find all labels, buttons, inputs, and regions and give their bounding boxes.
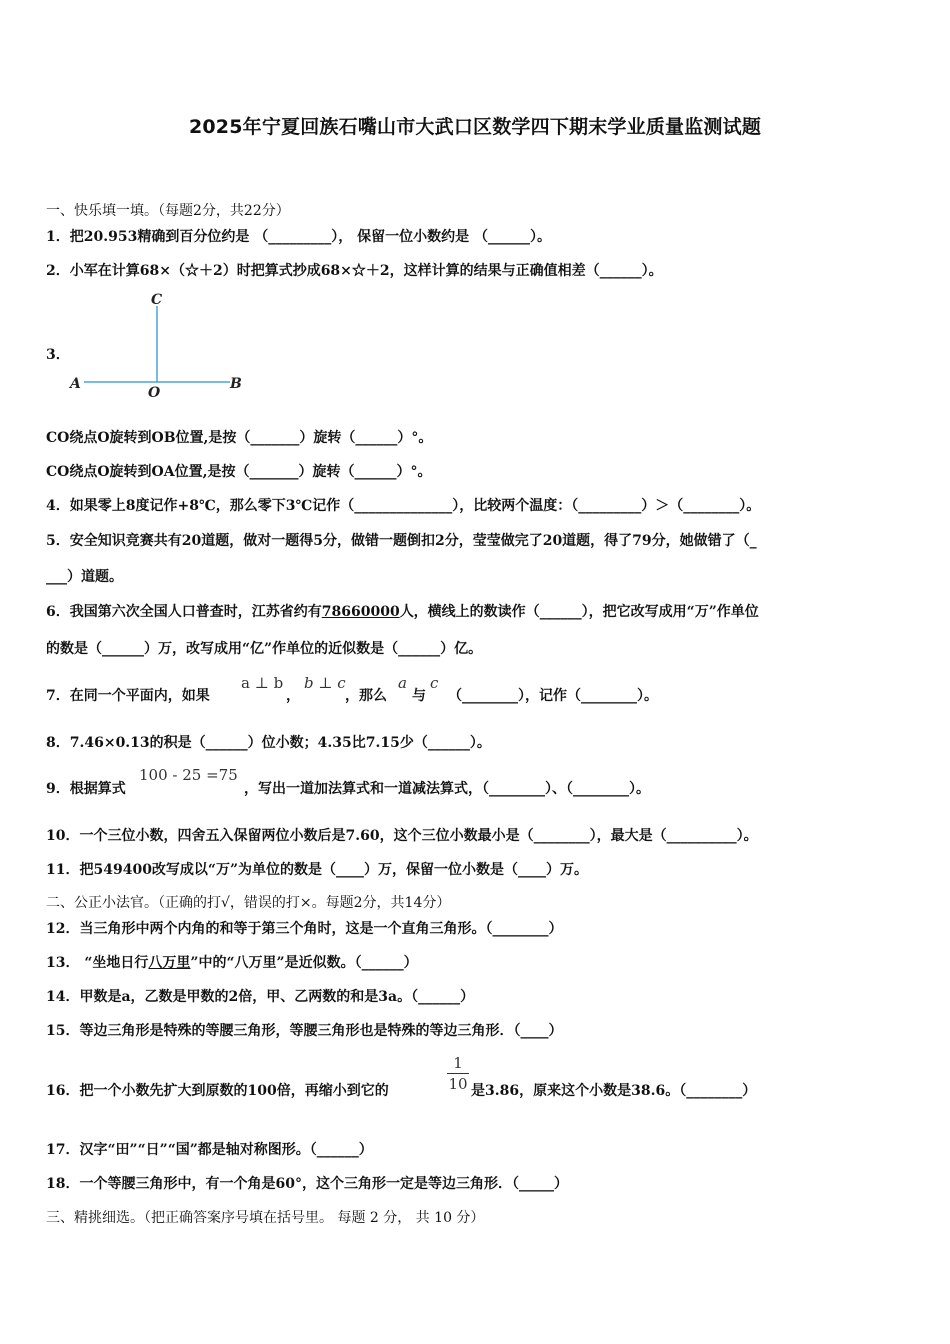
page-title: 2025年宁夏回族石嘴山市大武口区数学四下期末学业质量监测试题 [188,116,762,138]
q7-var-c: c [430,674,439,692]
q7-math-b-perp-c: b ⊥ c [304,674,346,692]
question-9-prefix: 9．根据算式 [46,781,126,797]
question-2: 2．小军在计算68×（☆＋2）时把算式抄成68×☆＋2，这样计算的结果与正确值相差（______）。 [46,263,663,279]
question-12: 12．当三角形中两个内角的和等于第三个角时，这是一个直角三角形。（________） [46,921,563,937]
question-6-line-1 [46,602,759,622]
question-5-line-1: 5．安全知识竞赛共有20道题，做对一题得5分，做错一题倒扣2分，莹莹做完了20道题，得了79分，她做错了（_ [46,533,757,549]
question-16-suffix: 是3.86，原来这个小数是38.6。（________） [471,1083,757,1099]
question-3b: CO绕点O旋转到OA位置,是按（_______）旋转（______）°。 [46,464,432,480]
q16-fraction [447,1054,469,1093]
question-11: 11．把549400改写成以“万”为单位的数是（____）万，保留一位小数是（____）万。 [46,862,589,878]
q7-math-a-perp-b: a ⊥ b [241,674,284,692]
q6-population: 78660000 [321,604,400,620]
label-c: C [151,292,163,308]
question-8: 8．7.46×0.13的积是（______）位小数；4.35比7.15少（______）。 [46,735,491,751]
q16-denominator: 10 [448,1075,468,1093]
question-7-prefix: 7．在同一个平面内，如果 [46,688,210,704]
section-3-heading: 三、精挑细选。（把正确答案序号填在括号里。 每题 2 分， 共 10 分） [46,1210,485,1226]
question-18: 18．一个等腰三角形中，有一个角是60°，这个三角形一定是等边三角形．（_____） [46,1176,568,1192]
label-o: O [148,385,161,401]
question-14: 14．甲数是a，乙数是甲数的2倍，甲、乙两数的和是3a。（______） [46,989,475,1005]
question-13 [46,953,418,973]
section-2-heading: 二、公正小法官。（正确的打√，错误的打×。每题2分，共14分） [46,895,451,911]
q7-and: 与 [412,688,426,704]
q13-prefix: 13． “坐地日行 [46,955,149,971]
label-b: B [230,376,242,392]
label-a: A [70,376,81,392]
question-4: 4．如果零上8度记作+8℃，那么零下3℃记作（______________），比较两个温度：（_________）＞（________）。 [46,498,761,514]
q6-prefix: 6．我国第六次全国人口普查时，江苏省约有 [46,604,322,620]
q13-underlined: 八万里 [148,955,191,971]
q9-suffix: ，写出一道加法算式和一道减法算式，（________）、（________）。 [244,781,650,797]
q13-suffix: ”中的“八万里”是近似数。（______） [190,955,418,971]
question-3-number: 3． [46,347,70,363]
question-5-line-2: ___）道题。 [46,569,123,585]
question-3a: CO绕点O旋转到OB位置,是按（_______）旋转（______）°。 [46,430,433,446]
q7-var-a: a [398,674,407,692]
question-17: 17．汉字“田”“日”“国”都是轴对称图形。（______） [46,1142,373,1158]
q7-suffix: （________），记作（________）。 [448,688,658,704]
q9-equation: 100 - 25 =75 [139,766,238,784]
question-15: 15．等边三角形是特殊的等腰三角形，等腰三角形也是特殊的等边三角形．（____） [46,1023,563,1039]
q6-suffix: 人，横线上的数读作（______），把它改写成用“万”作单位 [399,604,759,620]
question-16-prefix: 16．把一个小数先扩大到原数的100倍，再缩小到它的 [46,1083,389,1099]
q7-comma: ， [286,688,300,704]
section-1-heading: 一、快乐填一填。（每题2分，共22分） [46,203,290,219]
question-6-line-2: 的数是（______）万，改写成用“亿”作单位的近似数是（______）亿。 [46,641,483,657]
angle-diagram [62,288,252,404]
question-10: 10．一个三位小数，四舍五入保留两位小数后是7.60，这个三位小数最小是（________），最大是（__________）。 [46,828,758,844]
q16-numerator: 1 [453,1054,463,1072]
question-1: 1．把20.953精确到百分位约是 （_________）， 保留一位小数约是 （______）。 [46,229,551,245]
q7-then: ，那么 [345,688,387,704]
